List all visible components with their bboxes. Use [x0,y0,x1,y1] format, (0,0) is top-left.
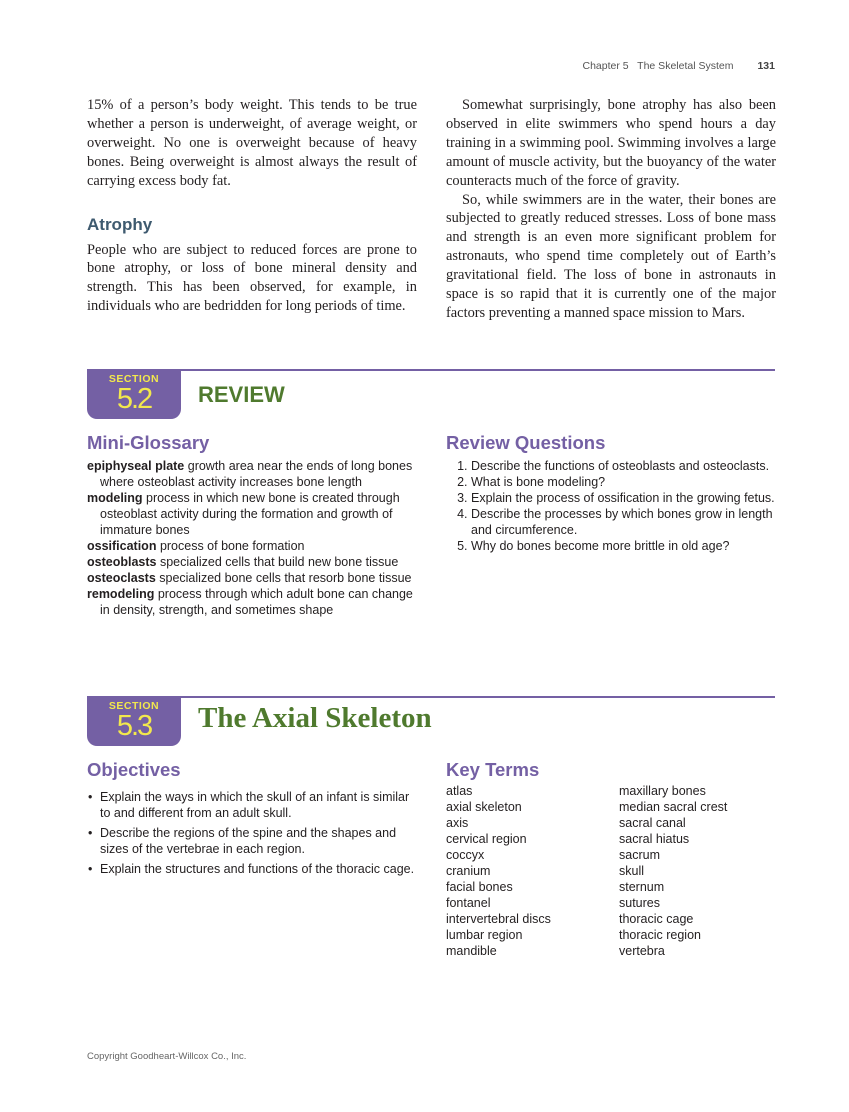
right-column [446,96,776,323]
key-term: thoracic cage [619,912,694,926]
key-term: sternum [619,880,665,894]
section-number: 5.2 [116,383,152,415]
glossary-term: remodeling [87,587,155,601]
glossary-entry [87,586,417,618]
copyright-footer: Copyright Goodheart-Willcox Co., Inc. [87,1051,247,1062]
glossary-definition: process through which adult bone can change in density, strength, and sometimes shape [100,587,413,617]
review-question: 1. Describe the functions of osteoblasts and osteoclasts. [471,458,776,474]
glossary-term: osteoclasts [87,571,156,585]
paragraph: So, while swimmers are in the water, their bones are subjected to greatly reduced stresses. Loss of bone mass and strength is an even more significant problem for astronauts, who spend time completely out of Earth’s gravitational field. The loss of bone in astronauts in space is so rapid that it is currently one of the major factors preventing a manned space mission to Mars. [446,191,776,321]
glossary-definition: specialized bone cells that resorb bone tissue [155,571,412,585]
section-label: SECTION [108,700,160,712]
key-term: thoracic region [619,928,701,942]
chapter-label: Chapter 5 The Skeletal System [582,60,734,72]
key-term: skull [619,864,645,878]
objective-item: • Explain the ways in which the skull of an infant is similar to and different from an adult skull. [100,789,417,821]
glossary-definition: specialized cells that build new bone tissue [156,555,399,569]
key-term: intervertebral discs [446,912,551,926]
review-question: 2. What is bone modeling? [471,474,776,490]
glossary-term: osteoblasts [87,555,157,569]
key-term: lumbar region [446,928,523,942]
key-term: cranium [446,864,491,878]
section-title: The Axial Skeleton [198,702,432,734]
key-term: sacral canal [619,816,686,830]
paragraph: 15% of a person’s body weight. This tends to be true whether a person is underweight, of average weight, or overweight. No one is overweight because of heavy bones. Being overweight is almost always the result of carrying excess body fat. [87,97,417,189]
glossary-entry [87,570,417,586]
glossary-term: ossification [87,539,157,553]
objectives-heading: Objectives [87,759,181,780]
glossary-definition: process in which new bone is created through osteoblast activity during the formation and growth of immature bones [100,491,400,537]
paragraph: Somewhat surprisingly, bone atrophy has also been observed in elite swimmers who spend hours a day training in a swimming pool. Swimming involves a large amount of muscle activity, but the buoyancy of the water counteracts much of the force of gravity. [446,97,776,189]
glossary-entry [87,554,417,570]
key-term: sacral hiatus [619,832,690,846]
glossary-entry [87,458,417,490]
atrophy-heading: Atrophy [87,214,153,234]
key-term: maxillary bones [619,784,706,798]
key-term: sutures [619,896,660,910]
section-number: 5.3 [116,710,152,742]
key-term: facial bones [446,880,513,894]
section-tab [87,369,181,419]
section-title: REVIEW [198,382,285,407]
key-term: atlas [446,784,473,798]
objective-item: • Describe the regions of the spine and the shapes and sizes of the vertebrae in each region. [100,825,417,857]
review-question: 4. Describe the processes by which bones grow in length and circumference. [471,506,776,538]
glossary-term: modeling [87,491,143,505]
section-divider [87,696,775,698]
glossary-definition: growth area near the ends of long bones where osteoblast activity increases bone length [100,459,413,489]
objective-item: • Explain the structures and functions of the thoracic cage. [100,861,417,877]
key-term: vertebra [619,944,665,958]
glossary-heading: Mini-Glossary [87,432,210,453]
key-terms-heading: Key Terms [446,759,540,780]
glossary-definition: process of bone formation [156,539,305,553]
key-term: fontanel [446,896,491,910]
objectives [87,759,417,881]
key-term: cervical region [446,832,527,846]
paragraph: People who are subject to reduced forces are prone to bone atrophy, or loss of bone mineral density and strength. This has been observed, for example, in individuals who are bedridden for long periods of time. [87,241,417,315]
key-term: median sacral crest [619,800,728,814]
review-question: 3. Explain the process of ossification in the growing fetus. [471,490,776,506]
questions-heading: Review Questions [446,432,606,453]
key-term: axis [446,816,469,830]
section-divider [87,369,775,371]
key-term: sacrum [619,848,660,862]
key-terms [446,759,786,959]
left-column [87,96,417,316]
mini-glossary [87,432,417,618]
section-tab [87,696,181,746]
key-term: mandible [446,944,497,958]
section-label: SECTION [108,373,160,385]
running-header [583,60,776,72]
review-question: 5. Why do bones become more brittle in old age? [471,538,776,554]
review-questions [446,432,776,554]
glossary-term: epiphyseal plate [87,459,185,473]
key-term: coccyx [446,848,485,862]
glossary-entry [87,538,417,554]
key-term: axial skeleton [446,800,522,814]
page-number: 131 [757,60,775,72]
glossary-entry [87,490,417,538]
